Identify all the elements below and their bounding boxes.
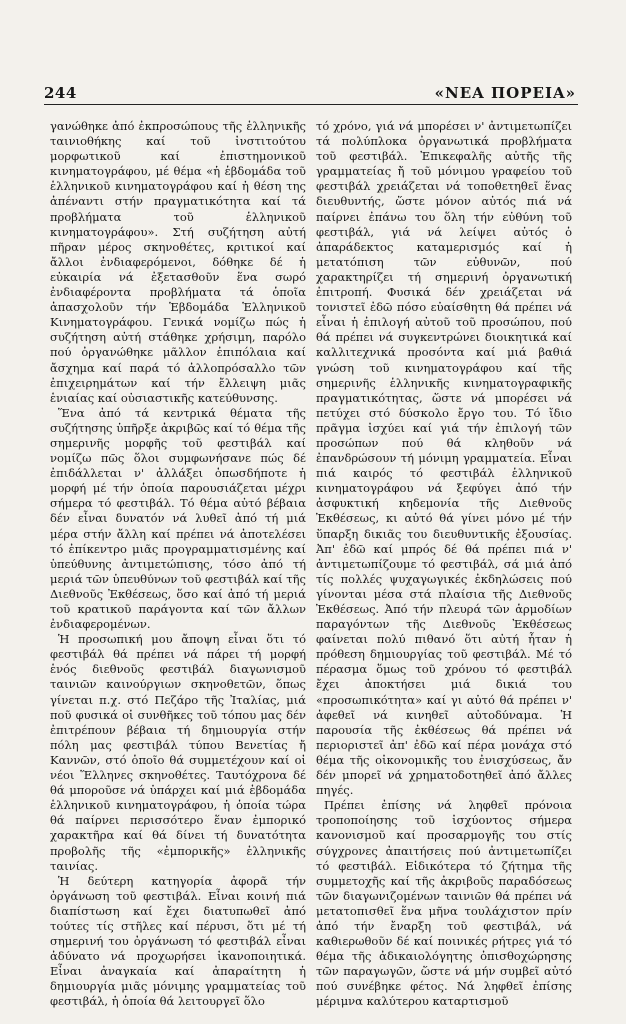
paragraph: Ἡ δεύτερη κατηγορία ἀφορᾶ τήν ὀργάνωση τοῦ φεστιβάλ. Εἶναι κοινή πιά διαπίστωση καί ἔχει διατυπωθεῖ ἀπό τούτες τίς στῆλες καί πέρυσι, ὅτι μέ τή σημερινή του ὀργάνωση τό φεστιβάλ εἶναι ἀδύνατο νά προχωρήσει ἱκανοποιητικά. Εἶναι ἀναγκαία καί ἀπαραίτητη ἡ δημιουργία μιᾶς μόνιμης γραμματείας τοῦ φεστιβάλ, ἡ ὁποία θά λειτουργεῖ ὅλο (50, 873, 306, 1009)
left-column (50, 119, 306, 1010)
paragraph: Ἕνα ἀπό τά κεντρικά θέματα τῆς συζήτησης ὑπῆρξε ἀκριβῶς καί τό θέμα τῆς σημερινῆς μορφῆς τοῦ φεστιβάλ καί νομίζω πῶς ὅλοι συμφωνήσανε πώς δέ ἐπιδάλλεται ν' ἀλλάξει ὁπωσδήποτε ἡ μορφή μέ τήν ὁποία παρουσιάζεται μέχρι σήμερα τό φεστιβάλ. Τό θέμα αὐτό βέβαια δέν εἶναι δυνατόν νά λυθεῖ ἀπό τή μιά μέρα στήν ἄλλη καί πρέπει νά ἀποτελέσει τό ἐπίκεντρο μιᾶς προγραμματισμένης καί ὑπεύθυνης ἀντιμετώπισης, τόσο ἀπό τή μεριά τῶν ὑπευθύνων τοῦ φεστιβάλ καί τῆς Διεθνοῦς Ἐκθέσεως, ὅσο καί ἀπό τή μεριά τοῦ κρατικοῦ παράγοντα καί τῶν ἄλλων ἐνδιαφερομένων. (50, 405, 306, 632)
paragraph: Ἡ προσωπική μου ἄποψη εἶναι ὅτι τό φεστιβάλ θά πρέπει νά πάρει τή μορφή ἑνός διεθνοῦς φεστιβάλ διαγωνισμοῦ ταινιῶν καινούργιων σκηνοθετῶν, ὅπως γίνεται π.χ. στό Πεζάρο τῆς Ἰταλίας, μιά ποῦ φυσικά οἱ συνθῆκες τοῦ τόπου μας δέν ἐπιτρέπουν βέβαια τή δημιουργία στήν πόλη μας φεστιβάλ τύπου Βενετίας ἤ Καννῶν, στό ὁποῖο θά συμμετέχουν καί οἱ νέοι Ἕλληνες σκηνοθέτες. Ταυτόχρονα δέ θά μποροῦσε νά ὑπάρχει καί μιά ἑβδομάδα ἑλληνικοῦ κινηματογράφου, ἡ ὁποία τώρα θά παίρνει περισσότερο ἕναν ἐμπορικό χαρακτῆρα καί θά δίνει τή δυνατότητα προβολῆς τῆς «ἐμπορικῆς» ἑλληνικῆς ταινίας. (50, 632, 306, 873)
journal-title: «ΝΕΑ ΠΟΡΕΙΑ» (434, 84, 576, 102)
paragraph: γανώθηκε ἀπό ἐκπροσώπους τῆς ἑλληνικῆς ταινιοθήκης καί τοῦ ἰνστιτούτου μορφωτικοῦ καί ἐπιστημονικοῦ κινηματογράφου, μέ θέμα «ἡ ἑβδομάδα τοῦ ἑλληνικοῦ κινηματογράφου καί ἡ θέση της ἀπέναντι στήν πραγματικότητα καί τά προβλήματα τοῦ ἑλληνικοῦ κινηματογράφου». Στή συζήτηση αὐτή πῆραν μέρος σκηνοθέτες, κριτικοί καί ἄλλοι ἐνδιαφερόμενοι, δόθηκε δέ ἡ εὐκαιρία νά ἐξετασθοῦν ἕνα σωρό ἐνδιαφέροντα προβλήματα τά ὁποῖα ἀπασχολοῦν τήν Ἑβδομάδα Ἑλληνικοῦ Κινηματογράφου. Γενικά νομίζω πώς ἡ συζήτηση αὐτή στάθηκε χρήσιμη, παρόλο πού ὀργανώθηκε μᾶλλον ἐπιπόλαια καί ἄσχημα καί παρά τό ἀλλοπρόσαλλο τῶν ἐπιχειρημάτων καί τήν ἔλλειψη μιᾶς ἑνιαίας καί οὐσιαστικῆς κατεύθυνσης. (50, 119, 306, 405)
paragraph: τό χρόνο, γιά νά μπορέσει ν' ἀντιμετωπίζει τά πολύπλοκα ὀργανωτικά προβλήματα τοῦ φεστιβάλ. Ἐπικεφαλῆς αὐτῆς τῆς γραμματείας ἤ τοῦ μόνιμου γραφείου τοῦ φεστιβάλ χρειάζεται νά τοποθετηθεῖ ἕνας διευθυντής, ὥστε μόνον αὐτός πιά νά παίρνει ἐπάνω του ὅλη τήν εὐθύνη τοῦ φεστιβάλ, γιά νά λείψει αὐτός ὁ ἀπαράδεκτος καταμερισμός καί ἡ μετατόπιση τῶν εὐθυνῶν, πού χαρακτηρίζει τή σημερινή ὀργανωτική ἐπιτροπή. Φυσικά δέν χρειάζεται νά τονιστεῖ ἐδῶ πόσο εὐαίσθητη θά πρέπει νά εἶναι ἡ ἐπιλογή αὐτοῦ τοῦ προσώπου, πού θά πρέπει νά συγκεντρώνει διοικητικά καί καλλιτεχνικά προσόντα καί μιά βαθιά γνώση τοῦ κινηματογράφου καί τῆς σημερινῆς ἑλληνικῆς κινηματογραφικῆς πραγματικότητας, ὥστε νά μπορέσει νά πετύχει στό δύσκολο ἔργο του. Τό ἴδιο πρᾶγμα ἰσχύει καί γιά τήν ἐπιλογή τῶν προσώπων πού θά κληθοῦν νά ἐπανδρώσουν τή μόνιμη γραμματεία. Εἶναι πιά καιρός τό φεστιβάλ ἑλληνικοῦ κινηματογράφου νά ξεφύγει ἀπό τήν ἀσφυκτική κηδεμονία τῆς Διεθνοῦς Ἐκθέσεως, κι αὐτό θά γίνει μόνο μέ τήν ὕπαρξη δικιᾶς του διευθυντικῆς ἐξουσίας. Ἀπ' ἐδῶ καί μπρός δέ θά πρέπει πιά ν' ἀντιμετωπίζουμε τό φεστιβάλ, σά μιά ἀπό τίς πολλές ψυχαγωγικές ἐκδηλώσεις πού γίνονται μέσα στά πλαίσια τῆς Διεθνοῦς Ἐκθέσεως. Ἀπό τήν πλευρά τῶν ἁρμοδίων παραγόντων τῆς Διεθνοῦς Ἐκθέσεως φαίνεται πολύ πιθανό ὅτι αὐτή ἦταν ἡ πρόθεση δημιουργίας τοῦ φεστιβάλ. Μέ τό πέρασμα ὅμως τοῦ χρόνου τό φεστιβάλ ἔχει ἀποκτήσει μιά δικιά του «προσωπικότητα» καί γι αὐτό θά πρέπει ν' ἀφεθεῖ νά κινηθεῖ αὐτοδύναμα. Ἡ παρουσία τῆς ἐκθέσεως θά πρέπει νά περιοριστεῖ ἀπ' ἐδῶ καί πέρα μονάχα στό θέμα τῆς οἰκονομικῆς του ἐνισχύσεως, ἄν δέν μπορεῖ νά χρηματοδοτηθεῖ ἀπό ἄλλες πηγές. (316, 119, 572, 798)
header-rule (44, 104, 578, 105)
right-column (316, 119, 572, 1010)
running-header (44, 84, 576, 106)
page-number: 244 (44, 84, 77, 102)
paragraph: Πρέπει ἐπίσης νά ληφθεῖ πρόνοια τροποποίησης τοῦ ἰσχύοντος σήμερα κανονισμοῦ καί προσαρμογῆς του στίς σύγχρονες ἀπαιτήσεις πού ἀντιμετωπίζει τό φεστιβάλ. Εἰδικότερα τό ζήτημα τῆς συμμετοχῆς καί τῆς ἀκριβοῦς παραδόσεως τῶν διαγωνιζομένων ταινιῶν θά πρέπει νά μετατοπισθεῖ ἕνα μῆνα τουλάχιστον πρίν ἀπό τήν ἔναρξη τοῦ φεστιβάλ, νά καθιερωθοῦν δέ καί ποινικές ρήτρες γιά τό θέμα τῆς ἀδικαιολόγητης ὀπισθοχώρησης τῶν παραγωγῶν, ὥστε νά μήν συμβεῖ αὐτό πού συνέβηκε φέτος. Νά ληφθεῖ ἐπίσης μέριμνα καλύτερου καταρτισμοῦ (316, 798, 572, 1009)
